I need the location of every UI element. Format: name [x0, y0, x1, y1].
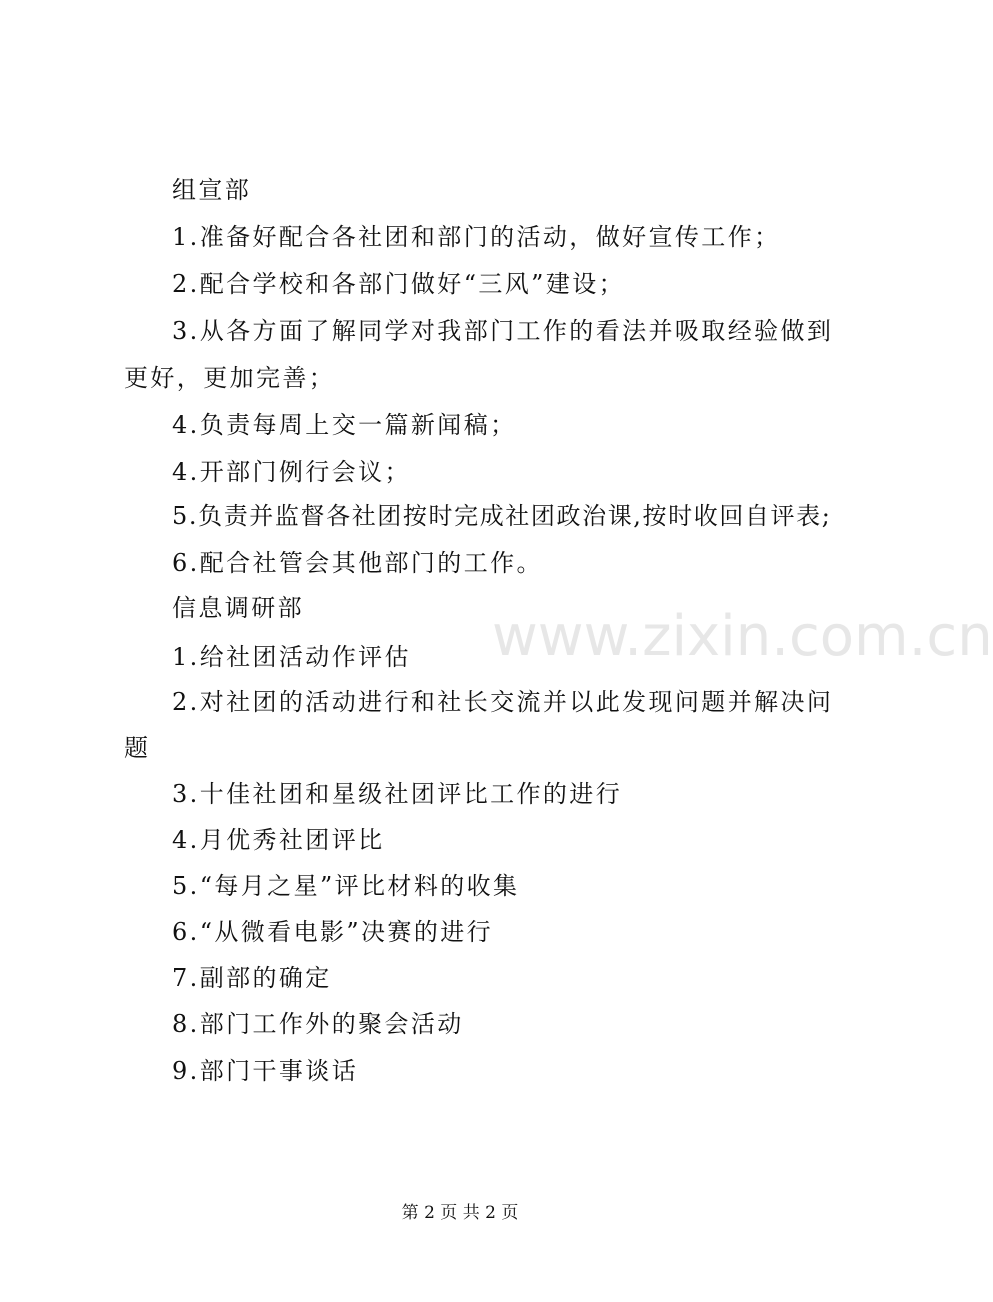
watermark — [492, 604, 993, 669]
list-item: 1.准备好配合各社团和部门的活动，做好宣传工作； — [172, 223, 781, 251]
list-item: 7.副部的确定 — [172, 964, 332, 992]
page-number-footer: 第 2 页 共 2 页 — [401, 1203, 519, 1223]
list-item: 3.从各方面了解同学对我部门工作的看法并吸取经验做到 — [172, 317, 834, 345]
list-item: 5.“每月之星”评比材料的收集 — [172, 872, 520, 900]
list-item: 6.“从微看电影”决赛的进行 — [172, 918, 494, 946]
list-item: 2.配合学校和各部门做好“三风”建设； — [172, 270, 626, 298]
section-heading-zuxuanbu: 组宣部 — [172, 176, 252, 204]
list-item: 4.负责每周上交一篇新闻稿； — [172, 411, 517, 439]
list-item: 1.给社团活动作评估 — [172, 643, 411, 671]
list-item: 2.对社团的活动进行和社长交流并以此发现问题并解决问 — [172, 688, 834, 716]
list-item-continuation: 题 — [124, 734, 151, 762]
list-item: 8.部门工作外的聚会活动 — [172, 1010, 464, 1038]
watermark-text: www.zixin.com.cn — [492, 604, 993, 669]
list-item: 3.十佳社团和星级社团评比工作的进行 — [172, 780, 623, 808]
list-item: 4.月优秀社团评比 — [172, 826, 385, 854]
list-item-continuation: 更好，更加完善； — [124, 364, 336, 392]
list-item: 5.负责并监督各社团按时完成社团政治课,按时收回自评表; — [172, 502, 832, 530]
list-item: 6.配合社管会其他部门的工作。 — [172, 549, 543, 577]
list-item: 9.部门干事谈话 — [172, 1057, 359, 1085]
section-heading-xinxidiaoyanbu: 信息调研部 — [172, 594, 304, 622]
list-item: 4.开部门例行会议； — [172, 458, 411, 486]
